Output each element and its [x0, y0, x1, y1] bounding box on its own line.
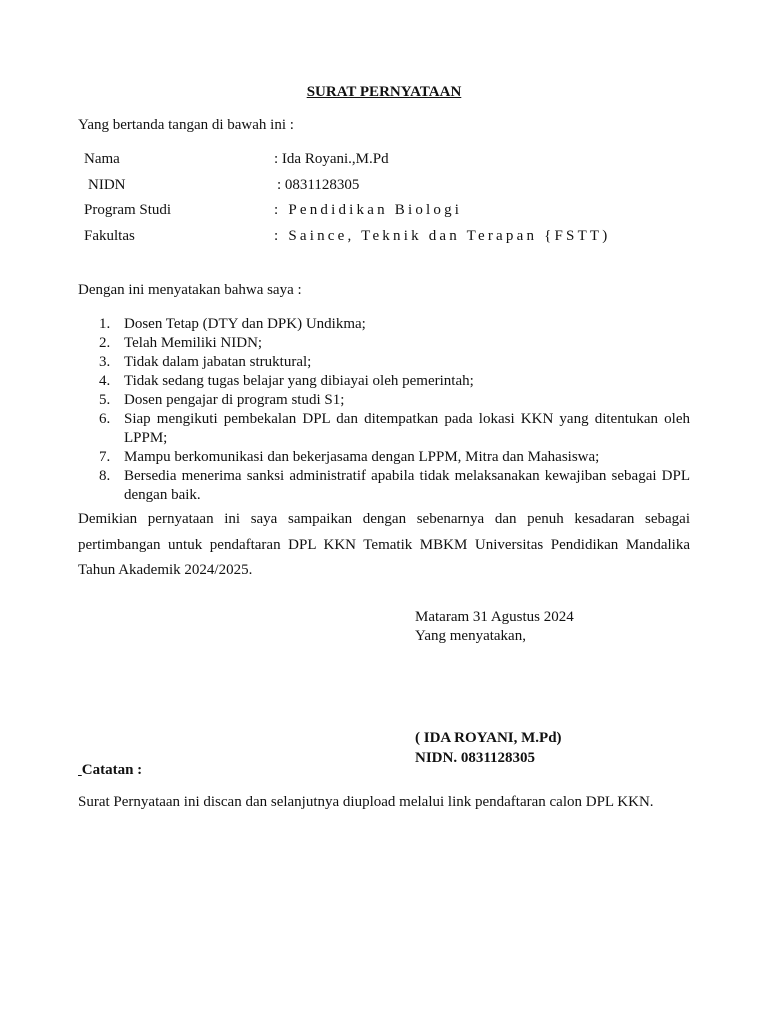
declaration-text: Bersedia menerima sanksi administratif apabila tidak melaksanakan kewajiban sebagai DPL dengan baik. [124, 468, 690, 503]
declaration-text: Tidak dalam jabatan struktural; [124, 354, 312, 370]
identity-label-program: Program Studi [84, 202, 172, 218]
intro-text: Yang bertanda tangan di bawah ini : [78, 117, 294, 133]
identity-value-program: : Pendidikan Biologi [274, 202, 463, 218]
identity-row-faculty [84, 227, 704, 253]
identity-value-name: : Ida Royani.,M.Pd [274, 151, 389, 167]
declaration-number: 5. [99, 392, 111, 408]
identity-value-faculty: : Saince, Teknik dan Terapan {FSTT) [274, 227, 611, 244]
declaration-item [78, 410, 690, 448]
note-heading [78, 762, 142, 779]
declaration-item [78, 372, 690, 391]
declaration-text: Mampu berkomunikasi dan bekerjasama dengan LPPM, Mitra dan Mahasiswa; [124, 449, 600, 465]
place-date: Mataram 31 Agustus 2024 [415, 609, 574, 625]
signer-name: ( IDA ROYANI, M.Pd) [415, 730, 562, 746]
declaration-text: Tidak sedang tugas belajar yang dibiayai oleh pemerintah; [124, 373, 474, 389]
declaration-number: 2. [99, 335, 111, 351]
declaration-number: 7. [99, 449, 111, 465]
identity-row-nidn [84, 176, 704, 202]
signatory-role: Yang menyatakan, [415, 628, 526, 644]
declaration-number: 3. [99, 354, 111, 370]
declaration-item [78, 448, 690, 467]
declaration-number: 1. [99, 316, 111, 332]
identity-label-faculty: Fakultas [84, 227, 135, 244]
signer-nidn: NIDN. 0831128305 [415, 750, 536, 766]
identity-label-name: Nama [84, 151, 120, 167]
declaration-text: Dosen pengajar di program studi S1; [124, 392, 345, 408]
declaration-item [78, 353, 690, 372]
declaration-item [78, 467, 690, 505]
declaration-list [78, 315, 690, 505]
signer-block [415, 728, 562, 768]
declaration-text: Telah Memiliki NIDN; [124, 335, 263, 351]
declaration-item [78, 334, 690, 353]
statement-lead: Dengan ini menyatakan bahwa saya : [78, 282, 302, 298]
identity-table [84, 150, 704, 252]
identity-row-name [84, 150, 704, 176]
note-text: Surat Pernyataan ini discan dan selanjutnya diupload melalui link pendaftaran calon DPL KKN. [78, 794, 654, 810]
signature-block [415, 608, 574, 646]
identity-row-program [84, 201, 704, 227]
identity-label-nidn: NIDN [88, 176, 126, 193]
declaration-number: 4. [99, 373, 111, 389]
document-title: SURAT PERNYATAAN [306, 84, 462, 100]
declaration-item [78, 391, 690, 410]
declaration-text: Dosen Tetap (DTY dan DPK) Undikma; [124, 316, 366, 332]
declaration-item [78, 315, 690, 334]
declaration-number: 6. [99, 411, 111, 427]
closing-paragraph: Demikian pernyataan ini saya sampaikan dengan sebenarnya dan penuh kesadaran sebagai pertimbangan untuk pendaftaran DPL KKN Tematik MBKM Universitas Pendidikan Mandalika Tahun Akademik 2024/2025. [78, 511, 690, 578]
note-heading-text: Catatan : [81, 762, 143, 778]
declaration-number: 8. [99, 468, 111, 484]
declaration-text: Siap mengikuti pembekalan DPL dan ditempatkan pada lokasi KKN yang ditentukan oleh LPPM; [124, 411, 690, 446]
identity-value-nidn: : 0831128305 [277, 176, 360, 193]
